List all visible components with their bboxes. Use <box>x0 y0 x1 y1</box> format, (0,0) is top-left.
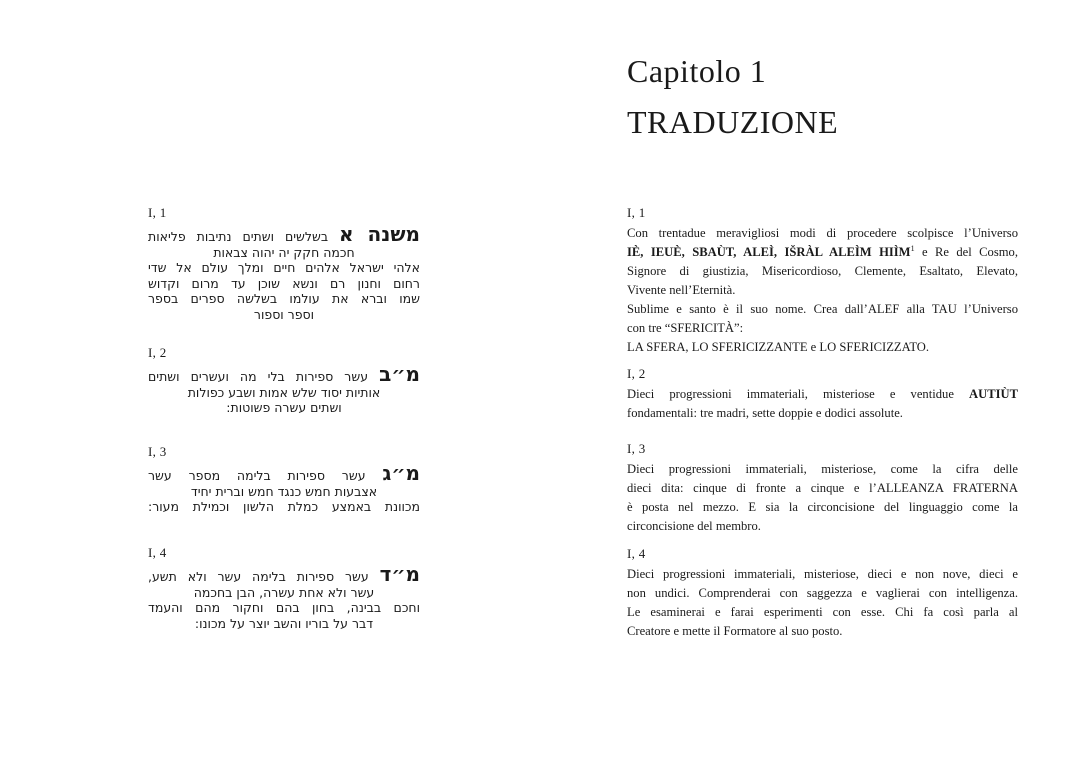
text-run: וספר וספור <box>253 306 315 322</box>
text-run: con tre “SFERICITÀ”: <box>627 321 744 335</box>
translation-line <box>627 479 1018 498</box>
hebrew-line <box>148 400 420 416</box>
translation-section <box>627 441 1018 536</box>
translation-line <box>627 460 1018 479</box>
hebrew-line <box>148 276 420 292</box>
text-run: מכוונת באמצע כמלת הלשון וכמילת מעור: <box>148 499 420 514</box>
text-run: e Re del Cosmo, <box>914 245 1018 259</box>
text-run: non undici. Comprenderai con saggezza e vaglierai con intelligenza. <box>627 586 1018 600</box>
verse-label: I, 1 <box>148 205 167 220</box>
text-run: AUTIÙT <box>969 387 1018 401</box>
hebrew-line <box>148 260 420 276</box>
text-run: Sublime e santo è il suo nome. Crea dall’ALEF alla TAU l’Universo <box>627 302 1018 316</box>
hebrew-section <box>148 444 420 515</box>
verse-label: I, 4 <box>627 546 646 561</box>
text-run: dieci dita: cinque di fronte a cinque e l’ALLEANZA FRATERNA <box>627 481 1018 495</box>
text-run: Creatore e mette il Formatore al suo posto. <box>627 624 843 638</box>
hebrew-line <box>148 484 420 500</box>
translation-section <box>627 546 1018 641</box>
hebrew-line <box>148 564 420 585</box>
verse-label: I, 1 <box>627 205 646 220</box>
text-run: IÈ, IEUÈ, SBAÙT, ALEÌ, IŠRÀL ALEÌM HIÌM <box>627 245 911 259</box>
hebrew-line <box>148 616 420 632</box>
translation-line <box>627 498 1018 517</box>
text-run: LA SFERA, LO SFERICIZZANTE e LO SFERICIZZATO. <box>627 340 930 354</box>
translation-line <box>627 385 1018 404</box>
translation-line <box>627 300 1018 319</box>
text-run: עשר ספירות בלימה עשר ולא תשע, <box>148 569 380 584</box>
text-run: Signore di giustizia, Misericordioso, Clemente, Esaltato, Elevato, <box>627 264 1018 278</box>
translation-text <box>627 565 1018 641</box>
text-run: è posta nel mezzo. E sia la circoncisione del linguaggio come la <box>627 500 1018 514</box>
text-run: Dieci progressioni immateriali, misteriose, come la cifra delle <box>627 462 1018 476</box>
translation-text <box>627 460 1018 536</box>
hebrew-section <box>148 345 420 416</box>
hebrew-line <box>148 291 420 307</box>
hebrew-text <box>148 463 420 515</box>
hebrew-line <box>148 600 420 616</box>
translation-line <box>627 584 1018 603</box>
translation-line <box>627 243 1018 262</box>
verse-label: I, 4 <box>148 545 167 560</box>
text-run: רחום וחנון רם ונשא שוכן עד מרום וקדוש <box>148 275 420 291</box>
translation-text <box>627 385 1018 423</box>
translation-text <box>627 224 1018 357</box>
text-run: Dieci progressioni immateriali, misteriose, dieci e non nove, dieci e <box>627 567 1018 581</box>
hebrew-text <box>148 224 420 322</box>
chapter-subtitle: TRADUZIONE <box>627 104 839 140</box>
text-run: ושתים עשרה פשוטות: <box>226 400 342 415</box>
translation-column <box>627 0 1018 762</box>
text-run: וחכם בבינה, בחון בהם וחקור מהם והעמד <box>148 600 420 615</box>
text-run: עשר ספירות בלימה מספר עשר <box>148 468 383 483</box>
hebrew-line <box>148 307 420 323</box>
hebrew-section <box>148 205 420 322</box>
translation-line <box>627 565 1018 584</box>
translation-line <box>627 338 1018 357</box>
translation-line <box>627 262 1018 281</box>
hebrew-section <box>148 545 420 631</box>
text-run: עשר ולא אחת עשרה, הבן בחכמה <box>193 584 375 600</box>
mishnah-lead-word: משנה א <box>339 222 420 246</box>
text-run: fondamentali: tre madri, sette doppie e dodici assolute. <box>627 406 903 420</box>
text-run: אותיות יסוד שלש אמות ושבע כפולות <box>187 384 381 400</box>
verse-label: I, 3 <box>148 444 167 459</box>
mishnah-lead-word: מ״ג <box>382 461 420 485</box>
translation-line <box>627 319 1018 338</box>
text-run: דבר על בוריו והשב יוצר על מכונו: <box>194 615 374 631</box>
hebrew-line <box>148 385 420 401</box>
text-run: עשר ספירות בלי מה ועשרים ושתים <box>148 369 380 384</box>
text-run: שמו וברא את עולמו בשלשה ספרים בספר <box>148 291 420 306</box>
translation-section <box>627 205 1018 357</box>
chapter-number: Capitolo 1 <box>627 53 767 89</box>
mishnah-lead-word: מ״ד <box>379 562 420 586</box>
verse-label: I, 2 <box>627 366 646 381</box>
text-run: Le esaminerai e farai esperimenti con esse. Chi fa così parla al <box>627 605 1018 619</box>
translation-line <box>627 224 1018 243</box>
text-run: Dieci progressioni immateriali, misteriose e ventidue <box>627 387 969 401</box>
text-run: Vivente nell’Eternità. <box>627 283 736 297</box>
text-run: circoncisione del membro. <box>627 519 761 533</box>
text-run: אצבעות חמש כנגד חמש וברית יחיד <box>190 483 378 499</box>
hebrew-text <box>148 364 420 416</box>
hebrew-text <box>148 564 420 631</box>
hebrew-line <box>148 585 420 601</box>
translation-line <box>627 281 1018 300</box>
translation-line <box>627 603 1018 622</box>
hebrew-column <box>148 0 420 762</box>
hebrew-line <box>148 499 420 515</box>
translation-line <box>627 622 1018 641</box>
translation-section <box>627 366 1018 423</box>
verse-label: I, 3 <box>627 441 646 456</box>
text-run: אלהי ישראל אלהים חיים ומלך עולם אל שדי <box>148 260 420 275</box>
translation-line <box>627 517 1018 536</box>
text-run: חכמה חקק יה יהוה צבאות <box>213 244 355 260</box>
text-run: בשלשים ושתים נתיבות פליאות <box>148 229 340 244</box>
hebrew-line <box>148 463 420 484</box>
hebrew-line <box>148 364 420 385</box>
footnote-marker: 1 <box>910 243 915 253</box>
hebrew-line <box>148 245 420 261</box>
hebrew-line <box>148 224 420 245</box>
verse-label: I, 2 <box>148 345 167 360</box>
text-run: Con trentadue meravigliosi modi di procedere scolpisce l’Universo <box>627 226 1018 240</box>
translation-line <box>627 404 1018 423</box>
mishnah-lead-word: מ״ב <box>379 362 420 386</box>
